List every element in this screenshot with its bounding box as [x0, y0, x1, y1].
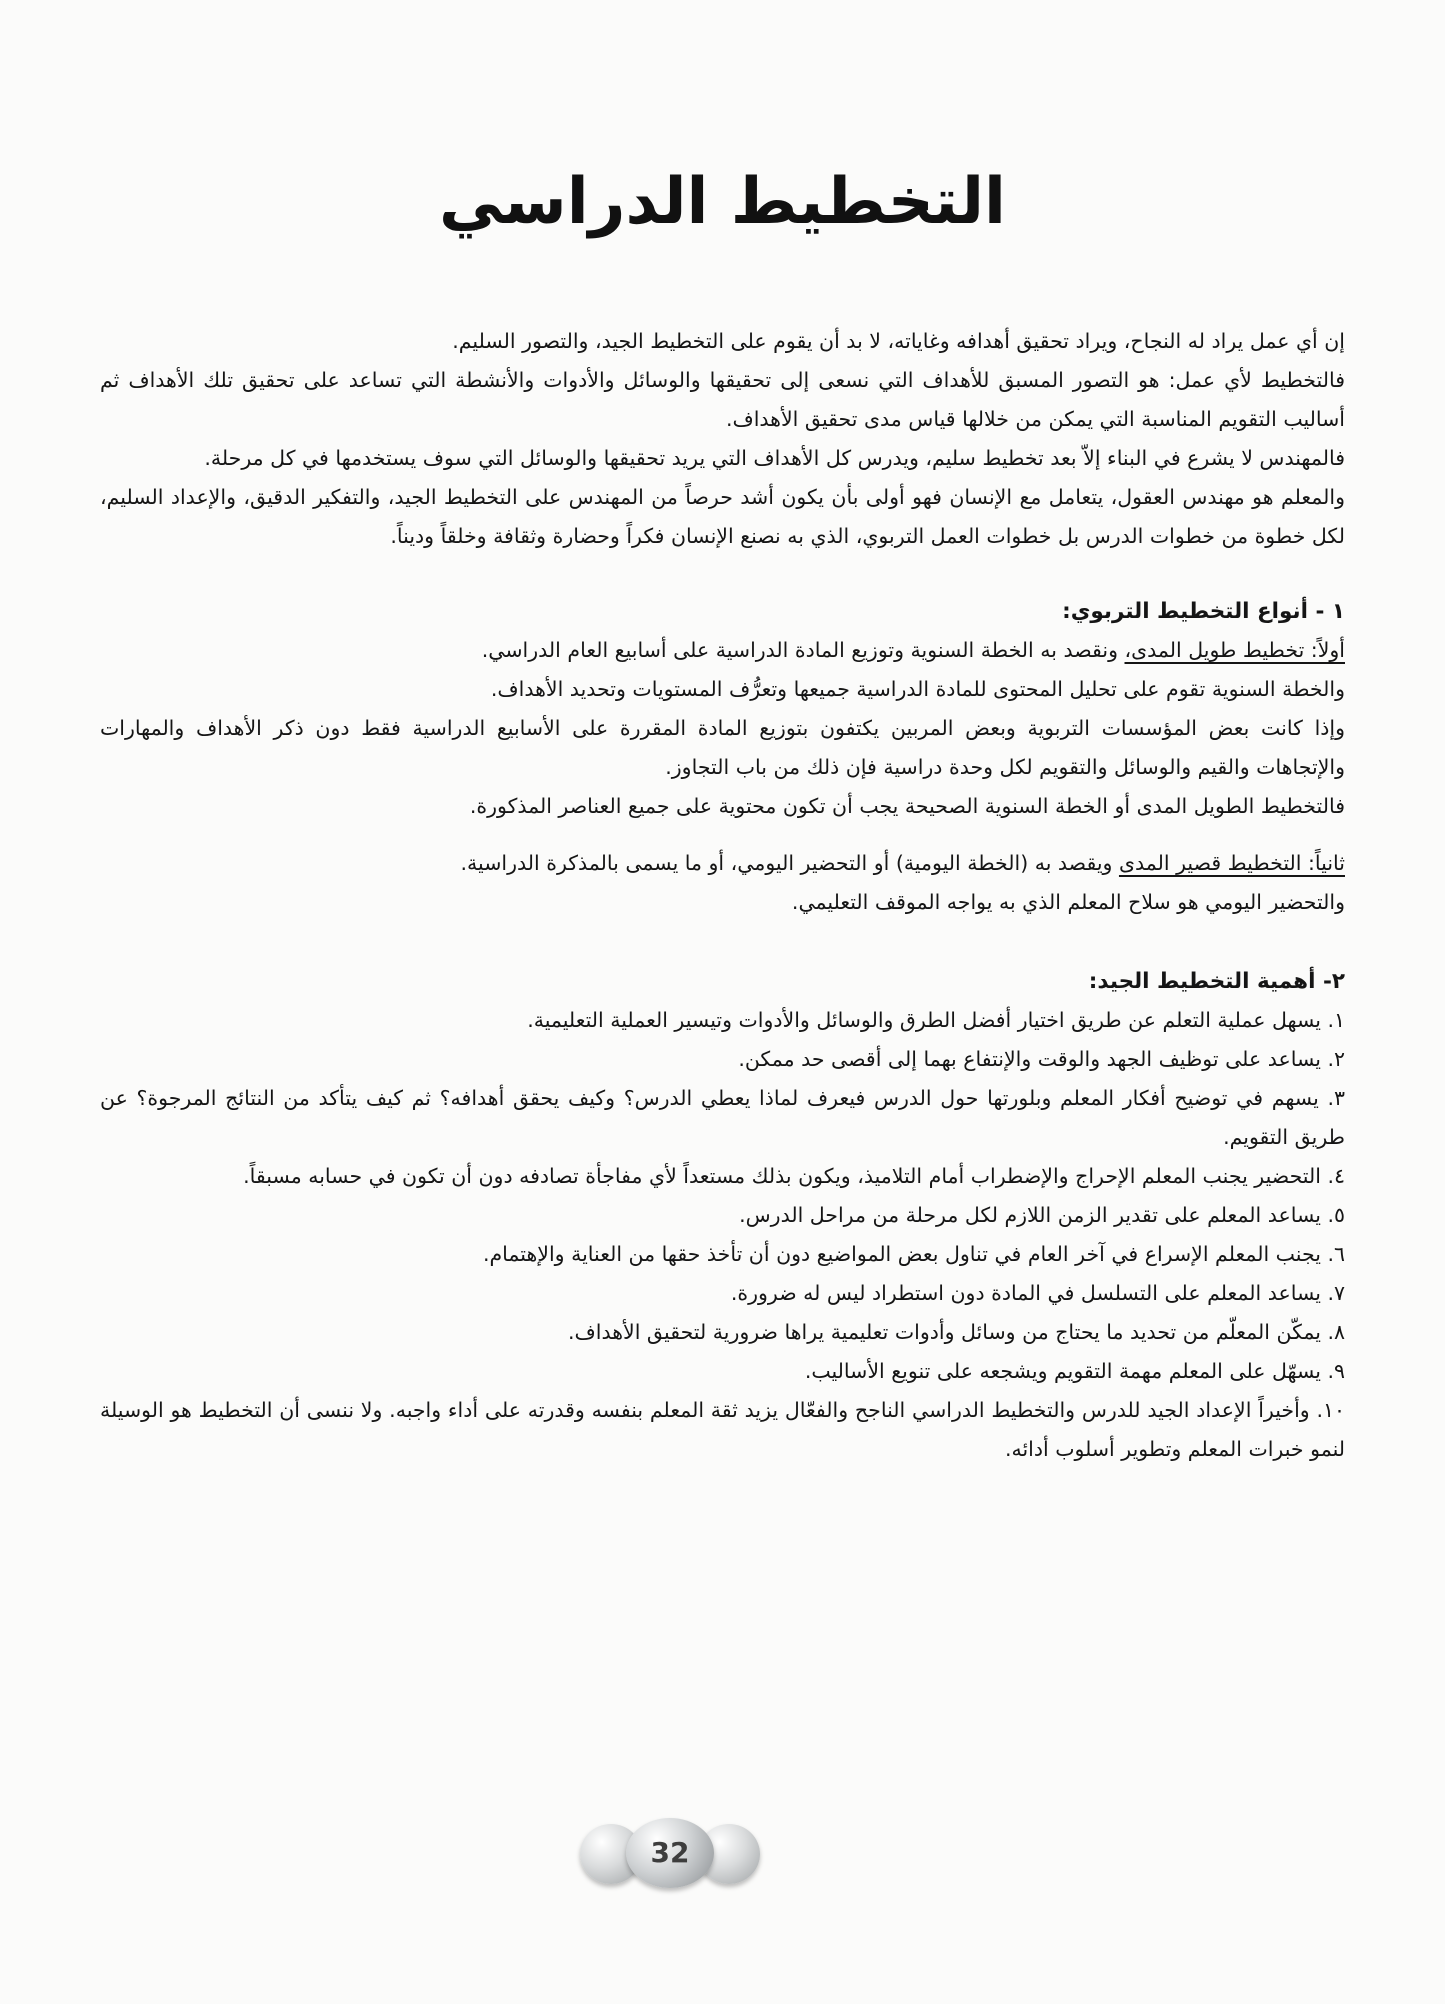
long-term-label: أولاً: تخطيط طويل المدى،: [1124, 638, 1345, 662]
intro-paragraph: إن أي عمل يراد له النجاح، ويراد تحقيق أهدافه وغاياته، لا بد أن يقوم على التخطيط الجيد، والتصور السليم.: [452, 329, 1345, 353]
intro-paragraph: فالتخطيط لأي عمل: هو التصور المسبق للأهداف التي نسعى إلى تحقيقها والوسائل والأدوات والأنشطة التي تساعد على تحقيق تلك الأهداف ثم أساليب التقويم المناسبة التي يمكن من خلالها قياس مدى تحقيق الأهداف.: [100, 368, 1345, 431]
list-item: ٨. يمكّن المعلّم من تحديد ما يحتاج من وسائل وأدوات تعليمية يراها ضرورية لتحقيق الأهداف.: [567, 1320, 1345, 1344]
page-number-badge: [580, 1818, 760, 1888]
list-item: ٣. يسهم في توضيح أفكار المعلم وبلورتها حول الدرس فيعرف لماذا يعطي الدرس؟ وكيف يحقق أهدافه؟ ثم كيف يتأكد من النتائج المرجوة؟ عن طريق التقويم.: [100, 1086, 1345, 1149]
intro-paragraph: فالمهندس لا يشرع في البناء إلاّ بعد تخطيط سليم، ويدرس كل الأهداف التي يريد تحقيقها والوسائل التي سوف يستخدمها في كل مرحلة.: [204, 446, 1345, 470]
list-item: ٤. التحضير يجنب المعلم الإحراج والإضطراب أمام التلاميذ، ويكون بذلك مستعداً لأي مفاجأة تصادفه دون أن تكون في حسابه مسبقاً.: [243, 1164, 1345, 1188]
section-paragraph: وإذا كانت بعض المؤسسات التربوية وبعض المربين يكتفون بتوزيع المادة المقررة على الأسابيع الدراسية فقط دون ذكر الأهداف والمهارات والإتجاهات والقيم والوسائل والتقويم لكل وحدة دراسية فإن ذلك من باب التجاوز.: [100, 716, 1345, 779]
page-number: 32: [650, 1836, 690, 1869]
short-term-paragraph: [100, 844, 1345, 883]
section-paragraph: والتحضير اليومي هو سلاح المعلم الذي به يواجه الموقف التعليمي.: [791, 890, 1345, 914]
list-item: ٢. يساعد على توظيف الجهد والوقت والإنتفاع بهما إلى أقصى حد ممكن.: [738, 1047, 1345, 1071]
short-term-text: ويقصد به (الخطة اليومية) أو التحضير اليومي، أو ما يسمى بالمذكرة الدراسية.: [460, 851, 1119, 875]
short-term-label: ثانياً: التخطيط قصير المدى: [1118, 851, 1345, 875]
importance-list: [100, 1001, 1345, 1469]
section-paragraph: فالتخطيط الطويل المدى أو الخطة السنوية الصحيحة يجب أن تكون محتوية على جميع العناصر المذكورة.: [469, 794, 1345, 818]
section-heading-importance: ٢- أهمية التخطيط الجيد:: [1088, 969, 1345, 994]
document-body: [100, 322, 1345, 1469]
list-item: ٦. يجنب المعلم الإسراع في آخر العام في تناول بعض المواضيع دون أن تأخذ حقها من العناية والإهتمام.: [482, 1242, 1345, 1266]
list-item: ٥. يساعد المعلم على تقدير الزمن اللازم لكل مرحلة من مراحل الدرس.: [739, 1203, 1345, 1227]
long-term-text: ونقصد به الخطة السنوية وتوزيع المادة الدراسية على أسابيع العام الدراسي.: [481, 638, 1125, 662]
list-item: ١٠. وأخيراً الإعداد الجيد للدرس والتخطيط الدراسي الناجح والفعّال يزيد ثقة المعلم بنفسه وقدرته على أداء واجبه. ولا ننسى أن التخطيط هو الوسيلة لنمو خبرات المعلم وتطوير أسلوب أدائه.: [100, 1398, 1345, 1461]
list-item: ٧. يساعد المعلم على التسلسل في المادة دون استطراد ليس له ضرورة.: [730, 1281, 1345, 1305]
list-item: ١. يسهل عملية التعلم عن طريق اختيار أفضل الطرق والوسائل والأدوات وتيسير العملية التعليمية.: [527, 1008, 1345, 1032]
section-heading-types: ١ - أنواع التخطيط التربوي:: [1062, 599, 1345, 624]
section-paragraph: والخطة السنوية تقوم على تحليل المحتوى للمادة الدراسية جميعها وتعرُّف المستويات وتحديد الأهداف.: [490, 677, 1345, 701]
list-item: ٩. يسهّل على المعلم مهمة التقويم ويشجعه على تنويع الأساليب.: [804, 1359, 1345, 1383]
page-title: التخطيط الدراسي: [439, 165, 1006, 239]
long-term-paragraph: [100, 631, 1345, 670]
intro-paragraph: والمعلم هو مهندس العقول، يتعامل مع الإنسان فهو أولى بأن يكون أشد حرصاً من المهندس على التخطيط الجيد، والتفكير الدقيق، والإعداد السليم، لكل خطوة من خطوات الدرس بل خطوات العمل التربوي، الذي به نصنع الإنسان فكراً وحضارة وثقافة وخلقاً وديناً.: [100, 485, 1345, 548]
